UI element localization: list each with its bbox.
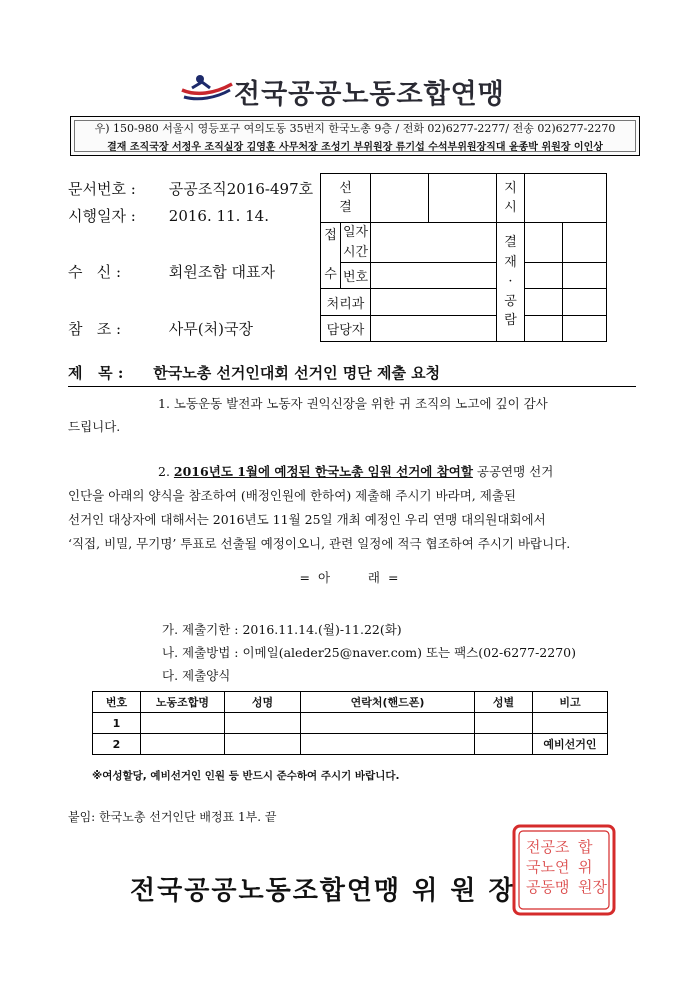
staff-line: 결재 조직국장 서정우 조직실장 김영훈 사무처장 조성기 부위원장 류기섭 수석부위원장직대 윤종박 위원장 이인상 (107, 142, 603, 153)
svg-text:전공조: 전공조 (526, 838, 570, 856)
address-box (70, 116, 640, 156)
approval-cheorigwa: 처리과 (321, 289, 371, 316)
col-header: 노동조합명 (141, 692, 225, 713)
para2-highlight: 2016년도 1월에 예정된 한국노총 임원 선거에 참여할 (173, 464, 473, 479)
subject-label: 제 목 : (68, 364, 124, 382)
reference: 사무(처)국장 (168, 320, 253, 338)
svg-text:합: 합 (578, 838, 593, 856)
org-name: 전국공공노동조합연맹 (234, 79, 505, 110)
subject-row (68, 362, 440, 383)
approval-grid (320, 173, 607, 339)
date-row (68, 205, 269, 226)
signature-line: 전국공공노동조합연맹 위 원 장 (130, 876, 516, 906)
doc-number-label: 문서번호 : (68, 180, 136, 198)
para2-line2: 인단을 아래의 양식을 참조하여 (배정인원에 한하여) 제출해 주시기 바라며, 제출된 (68, 488, 516, 503)
notice-heading: = 아 래 = (299, 570, 401, 585)
doc-number-row (68, 178, 313, 199)
approval-jeopsu: 접 수 (321, 223, 341, 289)
date-label: 시행일자 : (68, 207, 136, 225)
approval-gyeoljae: 결 재 · 공 람 (497, 223, 525, 342)
subject-text: 한국노총 선거인대회 선거인 명단 제출 요청 (153, 364, 441, 382)
recipient-label: 수 신 : (68, 263, 122, 281)
submission-table (92, 691, 608, 755)
approval-jisi: 지 시 (497, 174, 525, 223)
footnote: ※여성할당, 예비선거인 인원 등 반드시 준수하여 주시기 바랍니다. (92, 770, 400, 782)
approval-ilja-sigan: 일자 시간 (341, 223, 371, 263)
issue-date: 2016. 11. 14. (168, 207, 269, 225)
table-header-row (93, 692, 608, 713)
approval-damdangja: 담당자 (321, 316, 371, 342)
col-header: 연락처(핸드폰) (301, 692, 475, 713)
recipient-row (68, 261, 275, 282)
col-header: 성명 (225, 692, 301, 713)
attachment-note: 붙임: 한국노총 선거인단 배정표 1부. 끝 (68, 810, 277, 824)
address-line: 우) 150-980 서울시 영등포구 여의도동 35번지 한국노총 9층 / 전화 02)6277-2277/ 전송 02)6277-2270 (94, 122, 616, 135)
table-row: 2 예비선거인 (93, 734, 608, 755)
reference-row (68, 318, 253, 339)
item-deadline: 가. 제출기한 : 2016.11.14.(월)-11.22(화) (162, 622, 402, 637)
para2-line1: 2. 2016년도 1월에 예정된 한국노총 임원 선거에 참여할 공공연맹 선거 (158, 464, 554, 479)
official-seal-icon (510, 822, 618, 918)
svg-text:공동맹: 공동맹 (526, 878, 570, 896)
reference-label: 참 조 : (68, 320, 122, 338)
recipient: 회원조합 대표자 (168, 263, 275, 281)
union-logo-icon (178, 70, 234, 106)
subject-divider (68, 386, 636, 387)
col-header: 번호 (93, 692, 141, 713)
para1-line1: 1. 노동운동 발전과 노동자 권익신장을 위한 귀 조직의 노고에 깊이 감사 (158, 396, 548, 411)
para2-line4: ‘직접, 비밀, 무기명’ 투표로 선출될 예정이오니, 관련 일정에 적극 협조하여 주시기 바랍니다. (68, 536, 571, 551)
approval-seon-gyeol: 선 결 (321, 174, 371, 223)
doc-number: 공공조직2016-497호 (168, 180, 314, 198)
item-method: 나. 제출방법 : 이메일(aleder25@naver.com) 또는 팩스(02-6277-2270) (162, 645, 576, 660)
svg-text:위: 위 (578, 858, 593, 876)
table-row: 1 (93, 713, 608, 734)
svg-text:국노연: 국노연 (526, 858, 570, 876)
item-form: 다. 제출양식 (162, 668, 231, 683)
para1-line2: 드립니다. (68, 419, 121, 434)
col-header: 성별 (475, 692, 533, 713)
approval-beonho: 번호 (341, 263, 371, 289)
svg-text:원장: 원장 (578, 878, 607, 896)
para2-line3: 선거인 대상자에 대해서는 2016년도 11월 25일 개최 예정인 우리 연맹 대의원대회에서 (68, 512, 546, 527)
col-header: 비고 (533, 692, 608, 713)
